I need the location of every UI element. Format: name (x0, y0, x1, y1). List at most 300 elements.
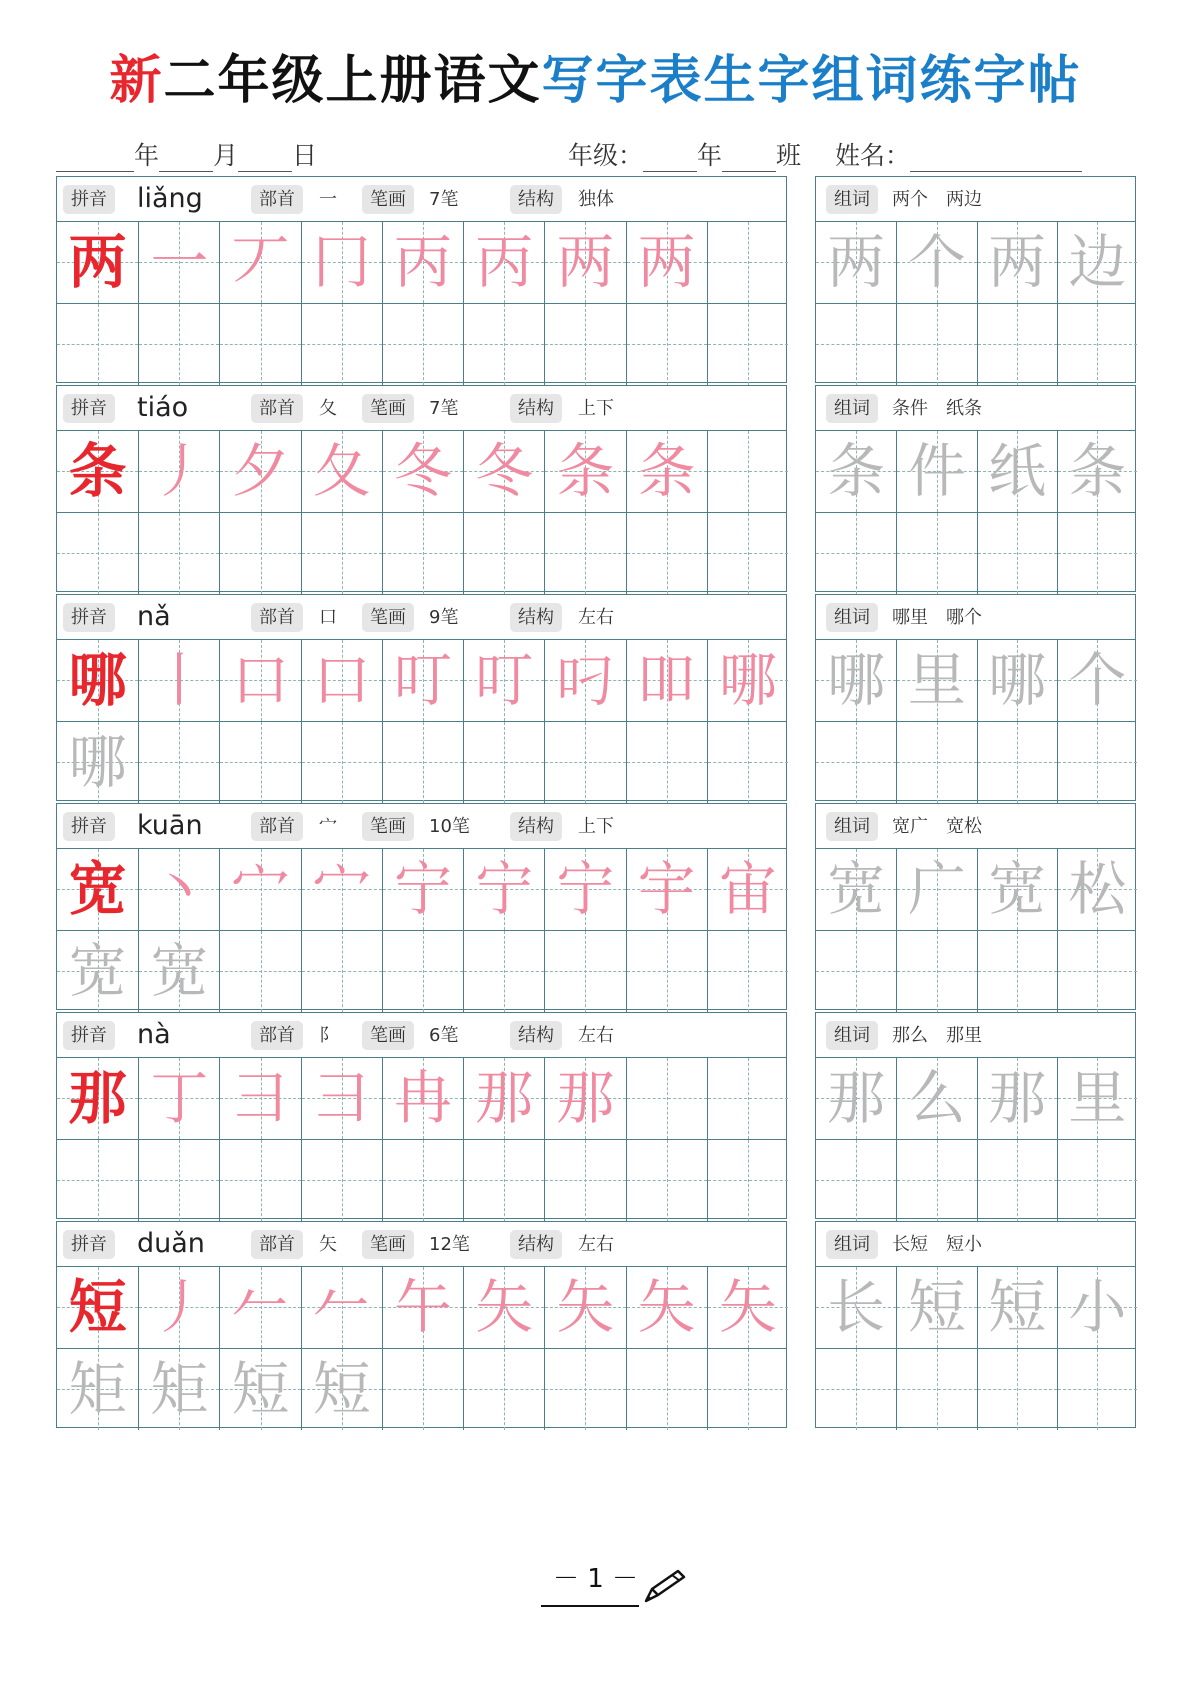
word-info-row (816, 386, 1135, 431)
writing-panel (56, 803, 787, 1010)
grid-cell[interactable] (977, 1058, 1057, 1139)
grid-guide-vertical (667, 1058, 668, 1139)
word-trace-character: 纸 (988, 437, 1047, 505)
grid-cell[interactable] (977, 1140, 1057, 1221)
stroke-order-step: 矩 (150, 1355, 209, 1423)
grid-guide-vertical (504, 1349, 505, 1430)
grid-cell[interactable] (896, 304, 976, 385)
grid-cell[interactable] (977, 849, 1057, 930)
grid-guide-vertical (504, 931, 505, 1012)
grid-guide-vertical (342, 722, 343, 803)
name-label: 姓名： (835, 141, 911, 170)
stroke-order-step: 𠂉 (231, 1273, 290, 1341)
grid-guide-vertical (748, 222, 749, 303)
grid-cell[interactable] (138, 640, 219, 721)
grid-cell[interactable] (816, 1058, 896, 1139)
grid-cell[interactable] (977, 1349, 1057, 1430)
grid-guide-vertical (261, 931, 262, 1012)
grid-cell[interactable] (57, 1140, 138, 1221)
grid-cell[interactable] (219, 431, 300, 512)
structure-tag: 结构 (510, 1230, 562, 1259)
strokes-tag: 笔画 (362, 603, 414, 632)
grid-cell[interactable] (463, 222, 544, 303)
character-info-row (57, 595, 786, 640)
grid-cell[interactable] (816, 1349, 896, 1430)
grid-cell[interactable] (301, 849, 382, 930)
grid-cell[interactable] (57, 431, 138, 512)
grid-guide-vertical (423, 722, 424, 803)
character-block (56, 803, 1136, 1010)
grid-cell[interactable] (707, 722, 788, 803)
grid-guide-vertical (937, 513, 938, 594)
grid-cell[interactable] (544, 431, 625, 512)
grid-guide-vertical (937, 304, 938, 385)
grid-cell[interactable] (816, 849, 896, 930)
grid-guide-vertical (1097, 304, 1098, 385)
grid-cell[interactable] (977, 722, 1057, 803)
grid-cell[interactable] (138, 431, 219, 512)
words-tag: 组词 (826, 394, 878, 423)
grid-cell[interactable] (977, 1267, 1057, 1348)
grid-cell[interactable] (301, 513, 382, 594)
grid-cell[interactable] (544, 931, 625, 1012)
grid-cell[interactable] (707, 849, 788, 930)
grid-cell[interactable] (626, 1267, 707, 1348)
stroke-order-step: 两 (556, 228, 615, 296)
grid-cell[interactable] (816, 1140, 896, 1221)
grid-row (816, 640, 1135, 721)
grid-cell[interactable] (816, 1267, 896, 1348)
grid-cell[interactable] (626, 722, 707, 803)
grid-guide-vertical (1017, 722, 1018, 803)
word-grid (816, 1058, 1135, 1220)
grid-cell[interactable] (138, 513, 219, 594)
stroke-order-step: 矢 (556, 1273, 615, 1341)
grid-cell[interactable] (219, 1349, 300, 1430)
grid-cell[interactable] (544, 1349, 625, 1430)
grid-cell[interactable] (1057, 304, 1137, 385)
grade-class-blank[interactable] (722, 146, 776, 172)
grid-cell[interactable] (463, 1349, 544, 1430)
grid-cell[interactable] (544, 513, 625, 594)
word-panel (815, 385, 1136, 592)
grid-row (57, 431, 786, 512)
grid-guide-vertical (504, 1140, 505, 1221)
stroke-order-step: 宙 (718, 855, 777, 923)
word-trace-character: 哪 (827, 646, 886, 714)
words-tag: 组词 (826, 185, 878, 214)
grid-row (816, 1348, 1135, 1429)
grid-cell[interactable] (626, 1349, 707, 1430)
grid-cell[interactable] (57, 849, 138, 930)
grid-guide-vertical (667, 1140, 668, 1221)
grid-cell[interactable] (382, 640, 463, 721)
grid-row (57, 1348, 786, 1429)
grid-cell[interactable] (626, 222, 707, 303)
grid-cell[interactable] (977, 931, 1057, 1012)
month-label: 月 (213, 141, 239, 170)
grid-cell[interactable] (219, 640, 300, 721)
grid-cell[interactable] (816, 722, 896, 803)
grid-cell[interactable] (1057, 931, 1137, 1012)
month-blank[interactable] (159, 146, 213, 172)
radical-value: 口 (319, 607, 337, 628)
word-info-row (816, 804, 1135, 849)
grid-cell[interactable] (219, 849, 300, 930)
grid-guide-vertical (585, 722, 586, 803)
grid-row (816, 1139, 1135, 1220)
grid-guide-vertical (423, 931, 424, 1012)
words-value: 那么 那里 (892, 1025, 982, 1046)
grid-cell[interactable] (382, 1349, 463, 1430)
grid-cell[interactable] (896, 849, 976, 930)
grid-cell[interactable] (896, 222, 976, 303)
grid-guide-vertical (585, 931, 586, 1012)
grid-cell[interactable] (463, 513, 544, 594)
grid-guide-vertical (585, 1140, 586, 1221)
grid-cell[interactable] (301, 1058, 382, 1139)
grid-row (57, 222, 786, 303)
character-block (56, 1221, 1136, 1428)
word-trace-character: 那 (988, 1064, 1047, 1132)
writing-grid (57, 431, 786, 593)
model-character: 宽 (68, 855, 127, 923)
stroke-order-step: 条 (637, 437, 696, 505)
grid-cell[interactable] (626, 513, 707, 594)
radical-value: 夂 (319, 398, 337, 419)
grid-cell[interactable] (896, 1058, 976, 1139)
grid-guide-vertical (856, 931, 857, 1012)
stroke-order-step: 午 (393, 1273, 452, 1341)
grid-cell[interactable] (816, 431, 896, 512)
grid-cell[interactable] (1057, 222, 1137, 303)
grid-guide-vertical (748, 513, 749, 594)
stroke-order-step: 哪 (718, 646, 777, 714)
grid-cell[interactable] (1057, 849, 1137, 930)
stroke-order-step: 矩 (68, 1355, 127, 1423)
words-value: 宽广 宽松 (892, 816, 982, 837)
grid-cell[interactable] (544, 640, 625, 721)
grid-guide-vertical (504, 513, 505, 594)
grid-cell[interactable] (626, 1058, 707, 1139)
grid-cell[interactable] (57, 1349, 138, 1430)
stroke-order-step: 两 (637, 228, 696, 296)
grid-cell[interactable] (138, 222, 219, 303)
grid-cell[interactable] (382, 431, 463, 512)
grid-cell[interactable] (138, 1058, 219, 1139)
pinyin-tag: 拼音 (63, 1230, 115, 1259)
grid-cell[interactable] (707, 1267, 788, 1348)
grid-cell[interactable] (707, 222, 788, 303)
grid-cell[interactable] (816, 222, 896, 303)
word-grid (816, 640, 1135, 802)
stroke-order-step: 𠂉 (312, 1273, 371, 1341)
grid-cell[interactable] (544, 222, 625, 303)
grid-cell[interactable] (382, 304, 463, 385)
grid-cell[interactable] (57, 722, 138, 803)
words-tag: 组词 (826, 812, 878, 841)
grid-cell[interactable] (896, 1349, 976, 1430)
grid-cell[interactable] (463, 640, 544, 721)
grid-cell[interactable] (219, 1267, 300, 1348)
grid-guide-vertical (667, 513, 668, 594)
grid-cell[interactable] (1057, 1140, 1137, 1221)
pinyin-value: tiáo (137, 392, 189, 423)
word-grid (816, 431, 1135, 593)
grid-cell[interactable] (977, 431, 1057, 512)
grid-cell[interactable] (138, 1140, 219, 1221)
name-blank[interactable] (910, 146, 1082, 172)
radical-value: 阝 (319, 1025, 337, 1046)
grid-cell[interactable] (896, 1267, 976, 1348)
word-trace-character: 松 (1068, 855, 1127, 923)
grid-guide-vertical (667, 722, 668, 803)
pinyin-tag: 拼音 (63, 185, 115, 214)
character-info-row (57, 804, 786, 849)
grid-cell[interactable] (382, 222, 463, 303)
stroke-order-step: 矢 (637, 1273, 696, 1341)
grid-cell[interactable] (301, 304, 382, 385)
grid-guide-vertical (261, 304, 262, 385)
stroke-order-step: 那 (475, 1064, 534, 1132)
pinyin-value: liǎng (137, 183, 203, 214)
stroke-order-step: 口 (231, 646, 290, 714)
pinyin-value: nǎ (137, 601, 171, 632)
grid-cell[interactable] (301, 640, 382, 721)
grid-cell[interactable] (896, 640, 976, 721)
character-info-row (57, 1013, 786, 1058)
grid-cell[interactable] (1057, 431, 1137, 512)
word-info-row (816, 177, 1135, 222)
grid-cell[interactable] (1057, 1349, 1137, 1430)
grid-cell[interactable] (544, 849, 625, 930)
pinyin-tag: 拼音 (63, 812, 115, 841)
stroke-order-step: 彐 (231, 1064, 290, 1132)
grid-row (57, 640, 786, 721)
grid-cell[interactable] (57, 1058, 138, 1139)
grid-cell[interactable] (816, 931, 896, 1012)
grid-cell[interactable] (896, 931, 976, 1012)
grid-cell[interactable] (219, 513, 300, 594)
grid-cell[interactable] (626, 304, 707, 385)
grid-guide-vertical (1017, 1349, 1018, 1430)
grid-cell[interactable] (707, 931, 788, 1012)
page-title (0, 38, 1191, 113)
grid-cell[interactable] (463, 722, 544, 803)
year-blank[interactable] (56, 146, 134, 172)
day-label: 日 (292, 141, 318, 170)
grid-cell[interactable] (544, 1058, 625, 1139)
grid-cell[interactable] (707, 431, 788, 512)
grid-cell[interactable] (544, 722, 625, 803)
grid-cell[interactable] (219, 931, 300, 1012)
grid-row (816, 1267, 1135, 1348)
grid-cell[interactable] (219, 722, 300, 803)
date-fields (56, 136, 317, 172)
writing-grid (57, 1267, 786, 1429)
stroke-order-step: 一 (150, 228, 209, 296)
grid-cell[interactable] (626, 1140, 707, 1221)
radical-tag: 部首 (251, 185, 303, 214)
grid-cell[interactable] (382, 849, 463, 930)
writing-grid (57, 222, 786, 384)
stroke-order-step: 叼 (556, 646, 615, 714)
grid-cell[interactable] (463, 304, 544, 385)
grid-cell[interactable] (463, 1058, 544, 1139)
grid-guide-vertical (261, 722, 262, 803)
grid-guide-vertical (937, 931, 938, 1012)
grid-cell[interactable] (977, 513, 1057, 594)
grid-row (816, 512, 1135, 593)
grid-cell[interactable] (57, 304, 138, 385)
word-grid (816, 222, 1135, 384)
grid-cell[interactable] (626, 849, 707, 930)
grid-cell[interactable] (1057, 1058, 1137, 1139)
word-trace-character: 两 (827, 228, 886, 296)
grid-guide-vertical (856, 304, 857, 385)
grid-guide-vertical (423, 304, 424, 385)
structure-tag: 结构 (510, 394, 562, 423)
grid-cell[interactable] (138, 849, 219, 930)
character-block (56, 385, 1136, 592)
word-trace-character: 广 (907, 855, 966, 923)
day-blank[interactable] (238, 146, 292, 172)
word-trace-character: 短 (988, 1273, 1047, 1341)
structure-value: 左右 (578, 1025, 614, 1046)
grid-cell[interactable] (626, 931, 707, 1012)
grid-cell[interactable] (301, 222, 382, 303)
word-trace-character: 小 (1068, 1273, 1127, 1341)
grid-cell[interactable] (463, 431, 544, 512)
grid-cell[interactable] (219, 304, 300, 385)
stroke-order-step: 哪 (68, 728, 127, 796)
stroke-order-step: 宁 (393, 855, 452, 923)
grid-cell[interactable] (382, 931, 463, 1012)
grade-year-label: 年 (697, 141, 723, 170)
grid-cell[interactable] (301, 1267, 382, 1348)
words-tag: 组词 (826, 1230, 878, 1259)
grade-year-blank[interactable] (643, 146, 697, 172)
grid-cell[interactable] (57, 931, 138, 1012)
grid-guide-vertical (179, 513, 180, 594)
grid-cell[interactable] (707, 513, 788, 594)
grid-cell[interactable] (463, 931, 544, 1012)
grid-cell[interactable] (57, 1267, 138, 1348)
radical-value: 宀 (319, 816, 337, 837)
grid-guide-vertical (342, 513, 343, 594)
grid-cell[interactable] (463, 1267, 544, 1348)
grade-name-fields (568, 136, 1082, 172)
grid-cell[interactable] (382, 1058, 463, 1139)
grid-cell[interactable] (1057, 513, 1137, 594)
grid-cell[interactable] (1057, 1267, 1137, 1348)
word-trace-character: 宽 (988, 855, 1047, 923)
pinyin-value: duǎn (137, 1228, 205, 1259)
stroke-order-step: 条 (556, 437, 615, 505)
grid-cell[interactable] (301, 1140, 382, 1221)
grid-cell[interactable] (707, 304, 788, 385)
grid-cell[interactable] (896, 722, 976, 803)
grid-cell[interactable] (707, 1349, 788, 1430)
grid-guide-vertical (504, 304, 505, 385)
grid-cell[interactable] (816, 640, 896, 721)
grid-cell[interactable] (138, 304, 219, 385)
word-trace-character: 边 (1068, 228, 1127, 296)
grid-cell[interactable] (301, 1349, 382, 1430)
pinyin-tag: 拼音 (63, 1021, 115, 1050)
grid-cell[interactable] (977, 222, 1057, 303)
stroke-order-step: 丿 (150, 1273, 209, 1341)
words-value: 条件 纸条 (892, 398, 982, 419)
grid-cell[interactable] (1057, 722, 1137, 803)
strokes-value: 12笔 (429, 1234, 470, 1255)
grid-cell[interactable] (544, 1140, 625, 1221)
grid-guide-vertical (748, 304, 749, 385)
grid-cell[interactable] (707, 1058, 788, 1139)
grid-cell[interactable] (57, 640, 138, 721)
grid-cell[interactable] (301, 431, 382, 512)
grid-row (57, 1139, 786, 1220)
title-black-part: 二年级上册语文 (163, 51, 542, 111)
grid-cell[interactable] (138, 931, 219, 1012)
pinyin-value: kuān (137, 810, 203, 841)
grid-cell[interactable] (219, 1058, 300, 1139)
grid-cell[interactable] (896, 1140, 976, 1221)
grid-cell[interactable] (707, 640, 788, 721)
grid-cell[interactable] (57, 222, 138, 303)
grid-cell[interactable] (977, 304, 1057, 385)
grid-cell[interactable] (463, 1140, 544, 1221)
grid-cell[interactable] (301, 931, 382, 1012)
grid-cell[interactable] (977, 640, 1057, 721)
grid-cell[interactable] (382, 1140, 463, 1221)
radical-value: 矢 (319, 1234, 337, 1255)
grid-cell[interactable] (463, 849, 544, 930)
stroke-order-step: 丿 (150, 437, 209, 505)
grid-cell[interactable] (382, 722, 463, 803)
grid-cell[interactable] (896, 431, 976, 512)
grid-guide-vertical (667, 304, 668, 385)
grid-cell[interactable] (626, 640, 707, 721)
model-character: 那 (68, 1064, 127, 1132)
word-trace-character: 里 (1068, 1064, 1127, 1132)
grid-cell[interactable] (219, 1140, 300, 1221)
grid-cell[interactable] (707, 1140, 788, 1221)
grid-cell[interactable] (544, 1267, 625, 1348)
character-info-row (57, 177, 786, 222)
radical-value: 一 (319, 189, 337, 210)
grid-cell[interactable] (544, 304, 625, 385)
grid-guide-vertical (1097, 722, 1098, 803)
grid-cell[interactable] (816, 304, 896, 385)
stroke-order-step: 夂 (312, 437, 371, 505)
stroke-order-step: 彐 (312, 1064, 371, 1132)
grid-cell[interactable] (138, 1267, 219, 1348)
grid-cell[interactable] (138, 1349, 219, 1430)
grid-cell[interactable] (301, 722, 382, 803)
grid-cell[interactable] (896, 513, 976, 594)
grid-cell[interactable] (816, 513, 896, 594)
grid-guide-vertical (179, 1140, 180, 1221)
grid-cell[interactable] (57, 513, 138, 594)
grid-cell[interactable] (382, 513, 463, 594)
grid-cell[interactable] (138, 722, 219, 803)
grid-cell[interactable] (219, 222, 300, 303)
grid-cell[interactable] (382, 1267, 463, 1348)
grid-guide-vertical (423, 1349, 424, 1430)
grid-cell[interactable] (1057, 640, 1137, 721)
grid-cell[interactable] (626, 431, 707, 512)
